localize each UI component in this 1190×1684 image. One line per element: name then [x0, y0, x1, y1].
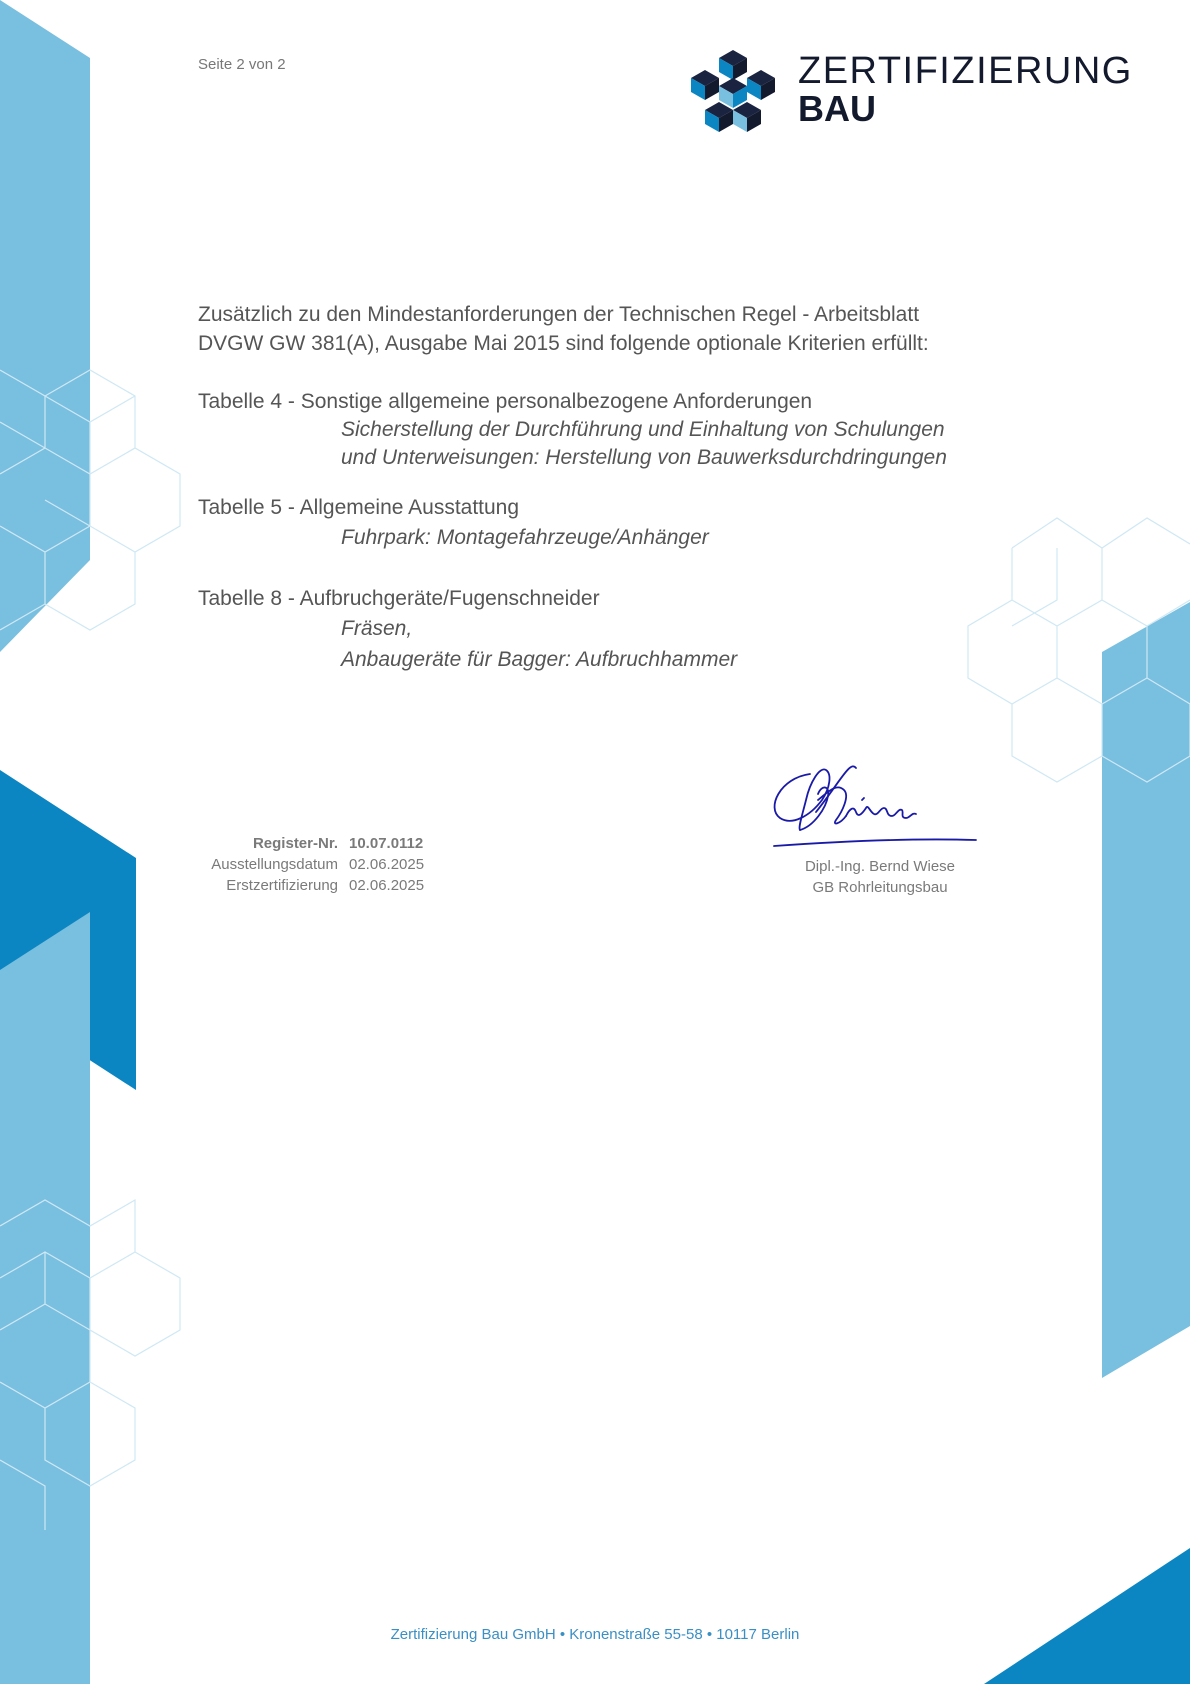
- register-value: 10.07.0112: [349, 835, 424, 852]
- intro-text: [198, 300, 1018, 358]
- table-heading: Tabelle 5 - Allgemeine Ausstattung: [198, 496, 520, 519]
- footer-address: Zertifizierung Bau GmbH • Kronenstraße 55-58 • 10117 Berlin: [390, 1626, 800, 1643]
- issue-date-label: Ausstellungsdatum: [211, 856, 338, 873]
- criteria-table-4: [198, 388, 1058, 472]
- company-logo: [690, 48, 1133, 140]
- cube-logo-icon: [690, 48, 776, 134]
- criteria-table-5: [198, 494, 1058, 552]
- table-item: Fuhrpark: Montagefahrzeuge/Anhänger: [341, 526, 709, 549]
- register-row: [150, 834, 424, 855]
- issue-date-row: [150, 855, 424, 876]
- page-number: Seite 2 von 2: [198, 56, 286, 73]
- table-item: Anbaugeräte für Bagger: Aufbruchhammer: [341, 648, 738, 671]
- intro-line2: DVGW GW 381(A), Ausgabe Mai 2015 sind folgende optionale Kriterien erfüllt:: [198, 332, 929, 355]
- logo-line1: ZERTIFIZIERUNG: [798, 50, 1133, 92]
- intro-line1: Zusätzlich zu den Mindestanforderungen der Technischen Regel - Arbeitsblatt: [198, 303, 920, 326]
- table-heading: Tabelle 8 - Aufbruchgeräte/Fugenschneider: [198, 587, 600, 610]
- signer-department: GB Rohrleitungsbau: [812, 879, 948, 896]
- registration-details: [150, 834, 424, 897]
- signer-name: Dipl.-Ing. Bernd Wiese: [804, 858, 956, 875]
- signer-block: [760, 856, 1000, 898]
- first-certification-value: 02.06.2025: [349, 877, 425, 894]
- table-heading: Tabelle 4 - Sonstige allgemeine personalbezogene Anforderungen: [198, 390, 813, 413]
- logo-line2: BAU: [798, 88, 876, 129]
- table-item: und Unterweisungen: Herstellung von Bauwerksdurchdringungen: [341, 446, 947, 469]
- first-certification-label: Erstzertifizierung: [226, 877, 338, 894]
- right-band: [1102, 602, 1190, 1378]
- handwritten-signature: [770, 760, 990, 860]
- register-label: Register-Nr.: [252, 835, 338, 852]
- criteria-table-8: [198, 585, 1058, 674]
- table-item: Fräsen,: [341, 617, 413, 640]
- first-certification-row: [150, 876, 424, 897]
- table-item: Sicherstellung der Durchführung und Einhaltung von Schulungen: [341, 418, 945, 441]
- bottom-right-triangle: [984, 1548, 1190, 1684]
- issue-date-value: 02.06.2025: [349, 856, 425, 873]
